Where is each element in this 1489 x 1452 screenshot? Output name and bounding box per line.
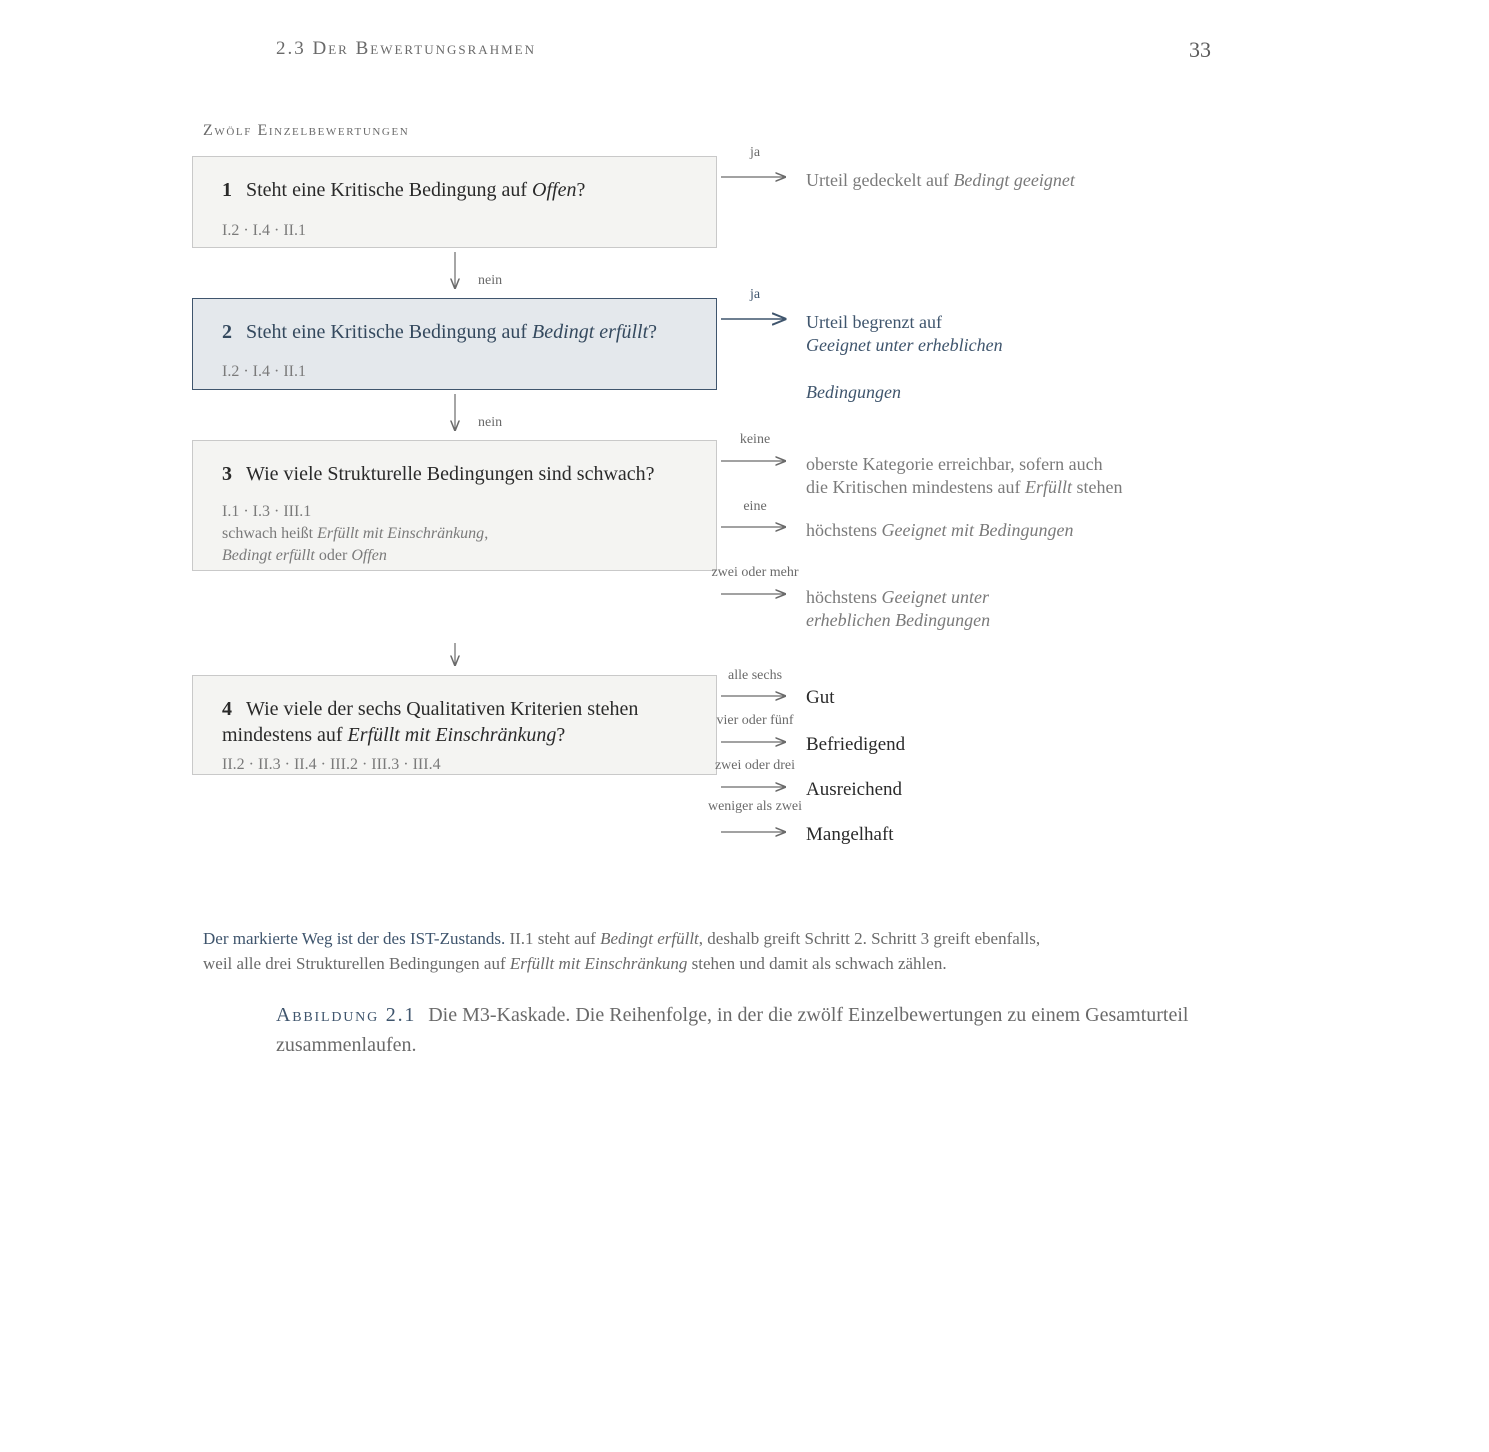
step-4-branch-d-label: weniger als zwei [707, 799, 803, 814]
step-3-branch-keine-outcome: oberste Kategorie erreichbar, sofern auch die Kritischen mindestens auf Erfüllt stehen [806, 454, 1123, 497]
step-4-branch-b-label: vier oder fünf [716, 713, 794, 728]
step-1-yes-outcome: Urteil gedeckelt auf Bedingt geeignet [806, 170, 1075, 190]
step-3-branch-zwei-label: zwei oder mehr [711, 565, 799, 580]
caption-text: Die M3-Kaskade. Die Reihenfolge, in der die zwölf Einzelbewertungen zu einem Gesamturteil zusammenlaufen. [276, 1004, 1189, 1056]
step-4-branch-b-outcome: Befriedigend [806, 734, 906, 755]
step-2-no-label: nein [478, 415, 503, 430]
step-4-branch-c-label: zwei oder drei [714, 758, 796, 773]
step-3-branch-eine-outcome: höchstens Geeignet mit Bedingungen [806, 520, 1074, 540]
step-2-question: 2 Steht eine Kritische Bedingung auf Bedingt erfüllt? [222, 321, 658, 343]
step-4-branch-a-outcome: Gut [806, 687, 835, 708]
step-3-question: 3 Wie viele Strukturelle Bedingungen sind schwach? [222, 463, 655, 485]
step-2-yes-label: ja [749, 287, 761, 302]
figure-caption [276, 1000, 1216, 1060]
page-number: 33 [1189, 37, 1211, 62]
step-1-question: 1 Steht eine Kritische Bedingung auf Offen? [222, 179, 586, 201]
step-4-branch-a-label: alle sechs [727, 668, 783, 683]
step-4-refs: II.2 · II.3 · II.4 · III.2 · III.3 · III.4 [222, 756, 441, 773]
step-4-branch-c-outcome: Ausreichend [806, 779, 903, 800]
step-3-note: schwach heißt Erfüllt mit Einschränkung, Bedingt erfüllt oder Offen [222, 525, 489, 564]
step-2-yes-outcome: Urteil begrenzt auf Geeignet unter erheblichen Bedingungen [806, 312, 1003, 402]
step-4-box [192, 675, 717, 775]
step-1-refs: I.2 · I.4 · II.1 [222, 222, 306, 239]
step-3-refs: I.1 · I.3 · III.1 [222, 503, 312, 520]
step-4-branch-d-outcome: Mangelhaft [806, 824, 894, 845]
section-label: Zwölf Einzelbewertungen [203, 122, 410, 139]
step-4-question: 4 Wie viele der sechs Qualitativen Kriterien stehen mindestens auf Erfüllt mit Einschränkung? [222, 698, 639, 746]
step-3-branch-keine-label: keine [739, 432, 771, 447]
step-3-branch-zwei-outcome: höchstens Geeignet unter erheblichen Bedingungen [806, 587, 991, 630]
step-1-yes-label: ja [749, 145, 761, 160]
step-2-refs: I.2 · I.4 · II.1 [222, 363, 306, 380]
step-3-box [192, 440, 717, 571]
running-header: 2.3 Der Bewertungsrahmen [276, 38, 536, 59]
step-2-box [192, 298, 717, 390]
step-1-box [192, 156, 717, 248]
figure-note: Der markierte Weg ist der des IST-Zustands. II.1 steht auf Bedingt erfüllt, deshalb greift Schritt 2. Schritt 3 greift ebenfalls, weil alle drei Strukturellen Bedingungen auf Erfüllt mit Einschränkung stehen und damit als schwach zählen. [203, 929, 1041, 973]
step-3-branch-eine-label: eine [743, 499, 767, 514]
step-1-no-label: nein [478, 273, 503, 288]
figure-label: Abbildung 2.1 [276, 1004, 417, 1026]
